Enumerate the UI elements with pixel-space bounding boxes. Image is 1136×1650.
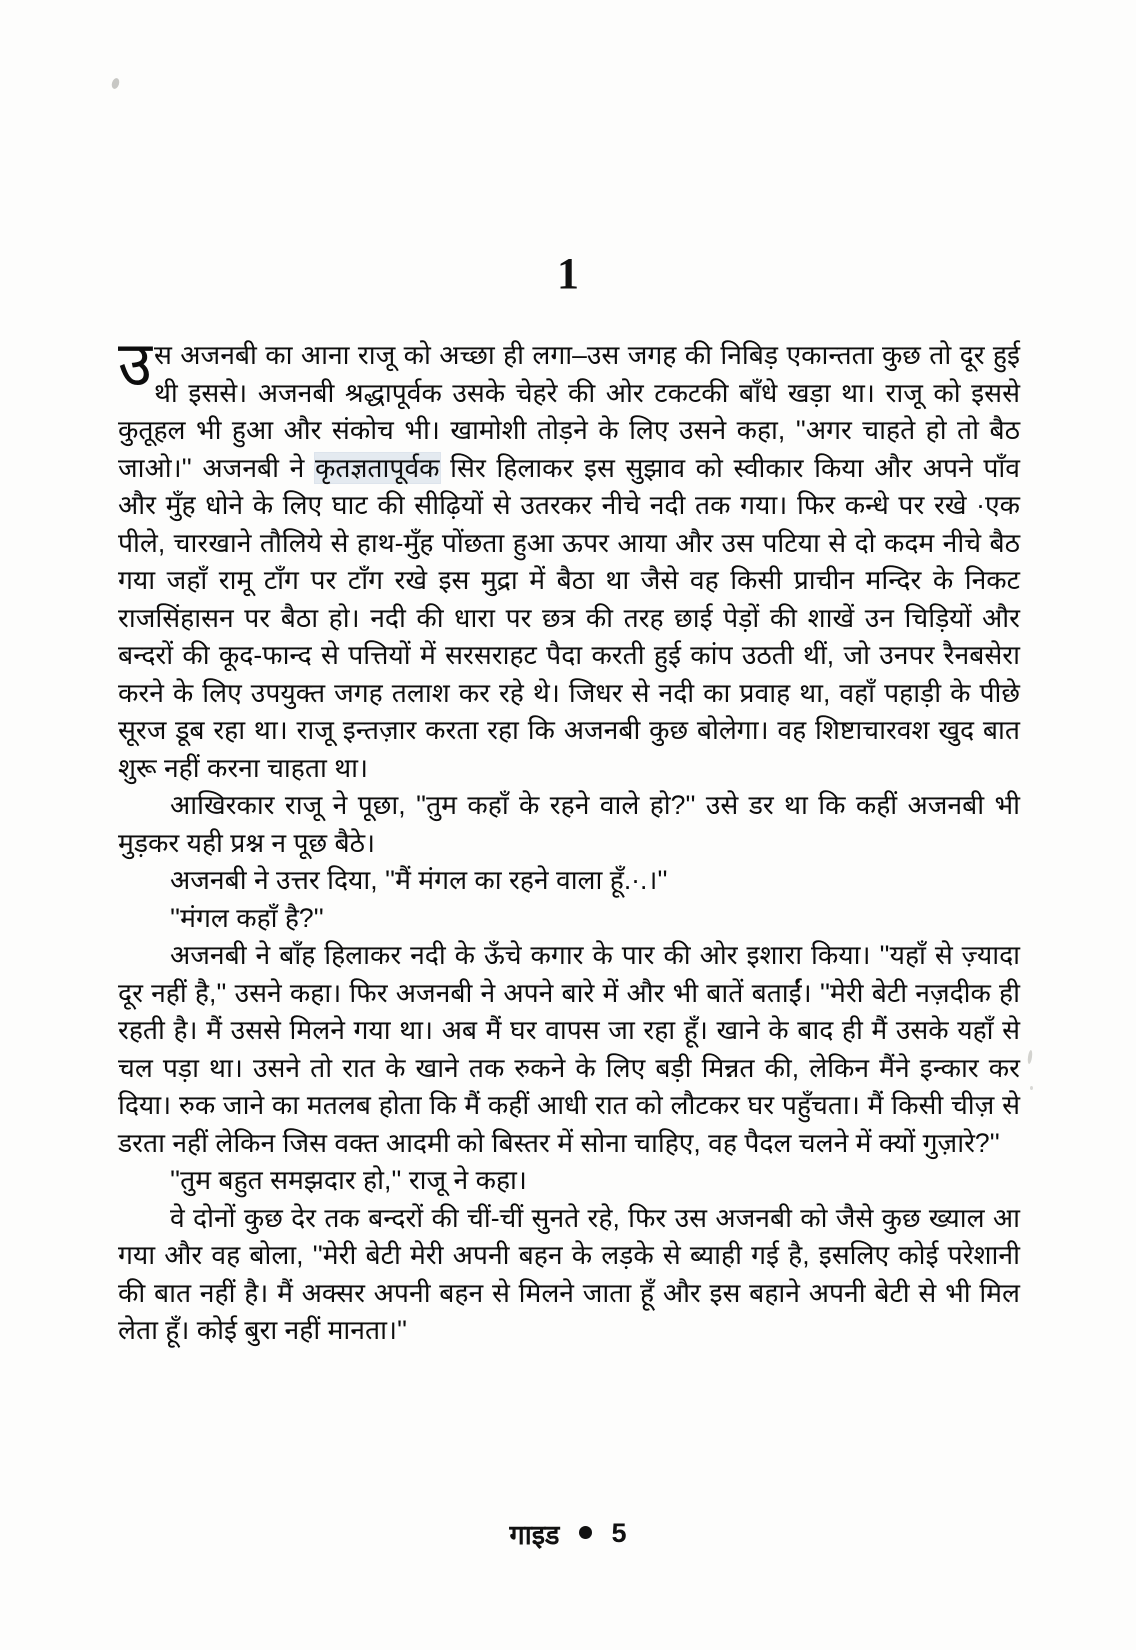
text-run: आखिरकार राजू ने पूछा, ''तुम कहाँ के रहने वाले हो?'' उसे डर था कि कहीं अजनबी भी मुड़कर यही प्रश्न न पूछ बैठे। xyxy=(118,790,1020,858)
paragraph xyxy=(118,787,1020,862)
text-run: अजनबी ने उत्तर दिया, ''मैं मंगल का रहने वाला हूँ.·.।'' xyxy=(170,865,668,895)
text-run: सिर हिलाकर इस सुझाव को स्वीकार किया और अपने पाँव और मुँह धोने के लिए घाट की सीढ़ियों से उतरकर नीचे नदी तक गया। फिर कन्धे पर रखे ·एक पीले, चारखाने तौलिये से हाथ-मुँह पोंछता हुआ ऊपर आया और उस पटिया से दो कदम नीचे बैठ गया जहाँ रामू टाँग पर टाँग रखे इस मुद्रा में बैठा था जैसे वह किसी प्राचीन मन्दिर के निकट राजसिंहासन पर बैठा हो। नदी की धारा पर छत्र की तरह छाई पेड़ों की शाखें उन चिड़ियों और बन्दरों की कूद-फान्द से पत्तियों में सरसराहट पैदा करती हुई कांप उठती थीं, जो उनपर रैनबसेरा करने के लिए उपयुक्त जगह तलाश कर रहे थे। जिधर से नदी का प्रवाह था, वहाँ पहाड़ी के पीछे सूरज डूब रहा था। राजू इन्तज़ार करता रहा कि अजनबी कुछ बोलेगा। वह शिष्टाचारवश खुद बात शुरू नहीं करना चाहता था। xyxy=(118,452,1020,783)
highlighted-word: कृतज्ञतापूर्वक xyxy=(314,452,440,483)
chapter-number: 1 xyxy=(557,249,579,298)
footer-book-title: गाइड xyxy=(509,1520,560,1550)
text-run: अजनबी ने बाँह हिलाकर नदी के ऊँचे कगार के पार की ओर इशारा किया। ''यहाँ से ज़्यादा दूर नहीं है,'' उसने कहा। फिर अजनबी ने अपने बारे में और भी बातें बताईं। ''मेरी बेटी नज़दीक ही रहती है। मैं उससे मिलने गया था। अब मैं घर वापस जा रहा हूँ। खाने के बाद ही मैं उसके यहाँ से चल पड़ा था। उसने तो रात के खाने तक रुकने के लिए बड़ी मिन्नत की, लेकिन मैंने इन्कार कर दिया। रुक जाने का मतलब होता कि मैं कहीं आधी रात को लौटकर घर पहुँचता। मैं किसी चीज़ से डरता नहीं लेकिन जिस वक्त आदमी को बिस्तर में सोना चाहिए, वह पैदल चलने में क्यों गुज़ारे?'' xyxy=(118,940,1020,1158)
text-run: वे दोनों कुछ देर तक बन्दरों की चीं-चीं सुनते रहे, फिर उस अजनबी को जैसे कुछ ख्याल आ गया और वह बोला, ''मेरी बेटी मेरी अपनी बहन के लड़के से ब्याही गई है, इसलिए कोई परेशानी की बात नहीं है। मैं अक्सर अपनी बहन से मिलने जाता हूँ और इस बहाने अपनी बेटी से भी मिल लेता हूँ। कोई बुरा नहीं मानता।'' xyxy=(118,1202,1020,1345)
scan-speckle xyxy=(1027,1050,1033,1064)
paragraph xyxy=(118,1162,1020,1200)
page-footer xyxy=(0,1515,1136,1552)
text-run: ''मंगल कहाँ है?'' xyxy=(170,902,324,933)
paragraph xyxy=(118,1200,1020,1350)
scan-speckle xyxy=(110,77,120,90)
text-run: स अजनबी का आना राजू को अच्छा ही लगा–उस जगह की निबिड़ एकान्तता कुछ तो दूर हुई थी इससे। अजनबी श्रद्धापूर्वक उसके चेहरे की ओर टकटकी बाँधे खड़ा था। राजू को इससे कुतूहल भी हुआ और संकोच भी। खामोशी तोड़ने के लिए उसने कहा, ''अगर चाहते हो तो बैठ जाओ।'' अजनबी ने xyxy=(118,340,1020,483)
paragraph xyxy=(118,862,1020,900)
footer-page-number: 5 xyxy=(611,1518,627,1548)
paragraph xyxy=(118,330,1020,787)
paragraph xyxy=(118,900,1020,938)
drop-cap: उ xyxy=(118,330,152,399)
text-run: ''तुम बहुत समझदार हो,'' राजू ने कहा। xyxy=(170,1165,527,1195)
footer-separator-dot xyxy=(579,1526,592,1539)
page-body-text xyxy=(118,330,1020,1350)
paragraph xyxy=(118,937,1020,1162)
scan-speckle xyxy=(1030,1086,1033,1090)
